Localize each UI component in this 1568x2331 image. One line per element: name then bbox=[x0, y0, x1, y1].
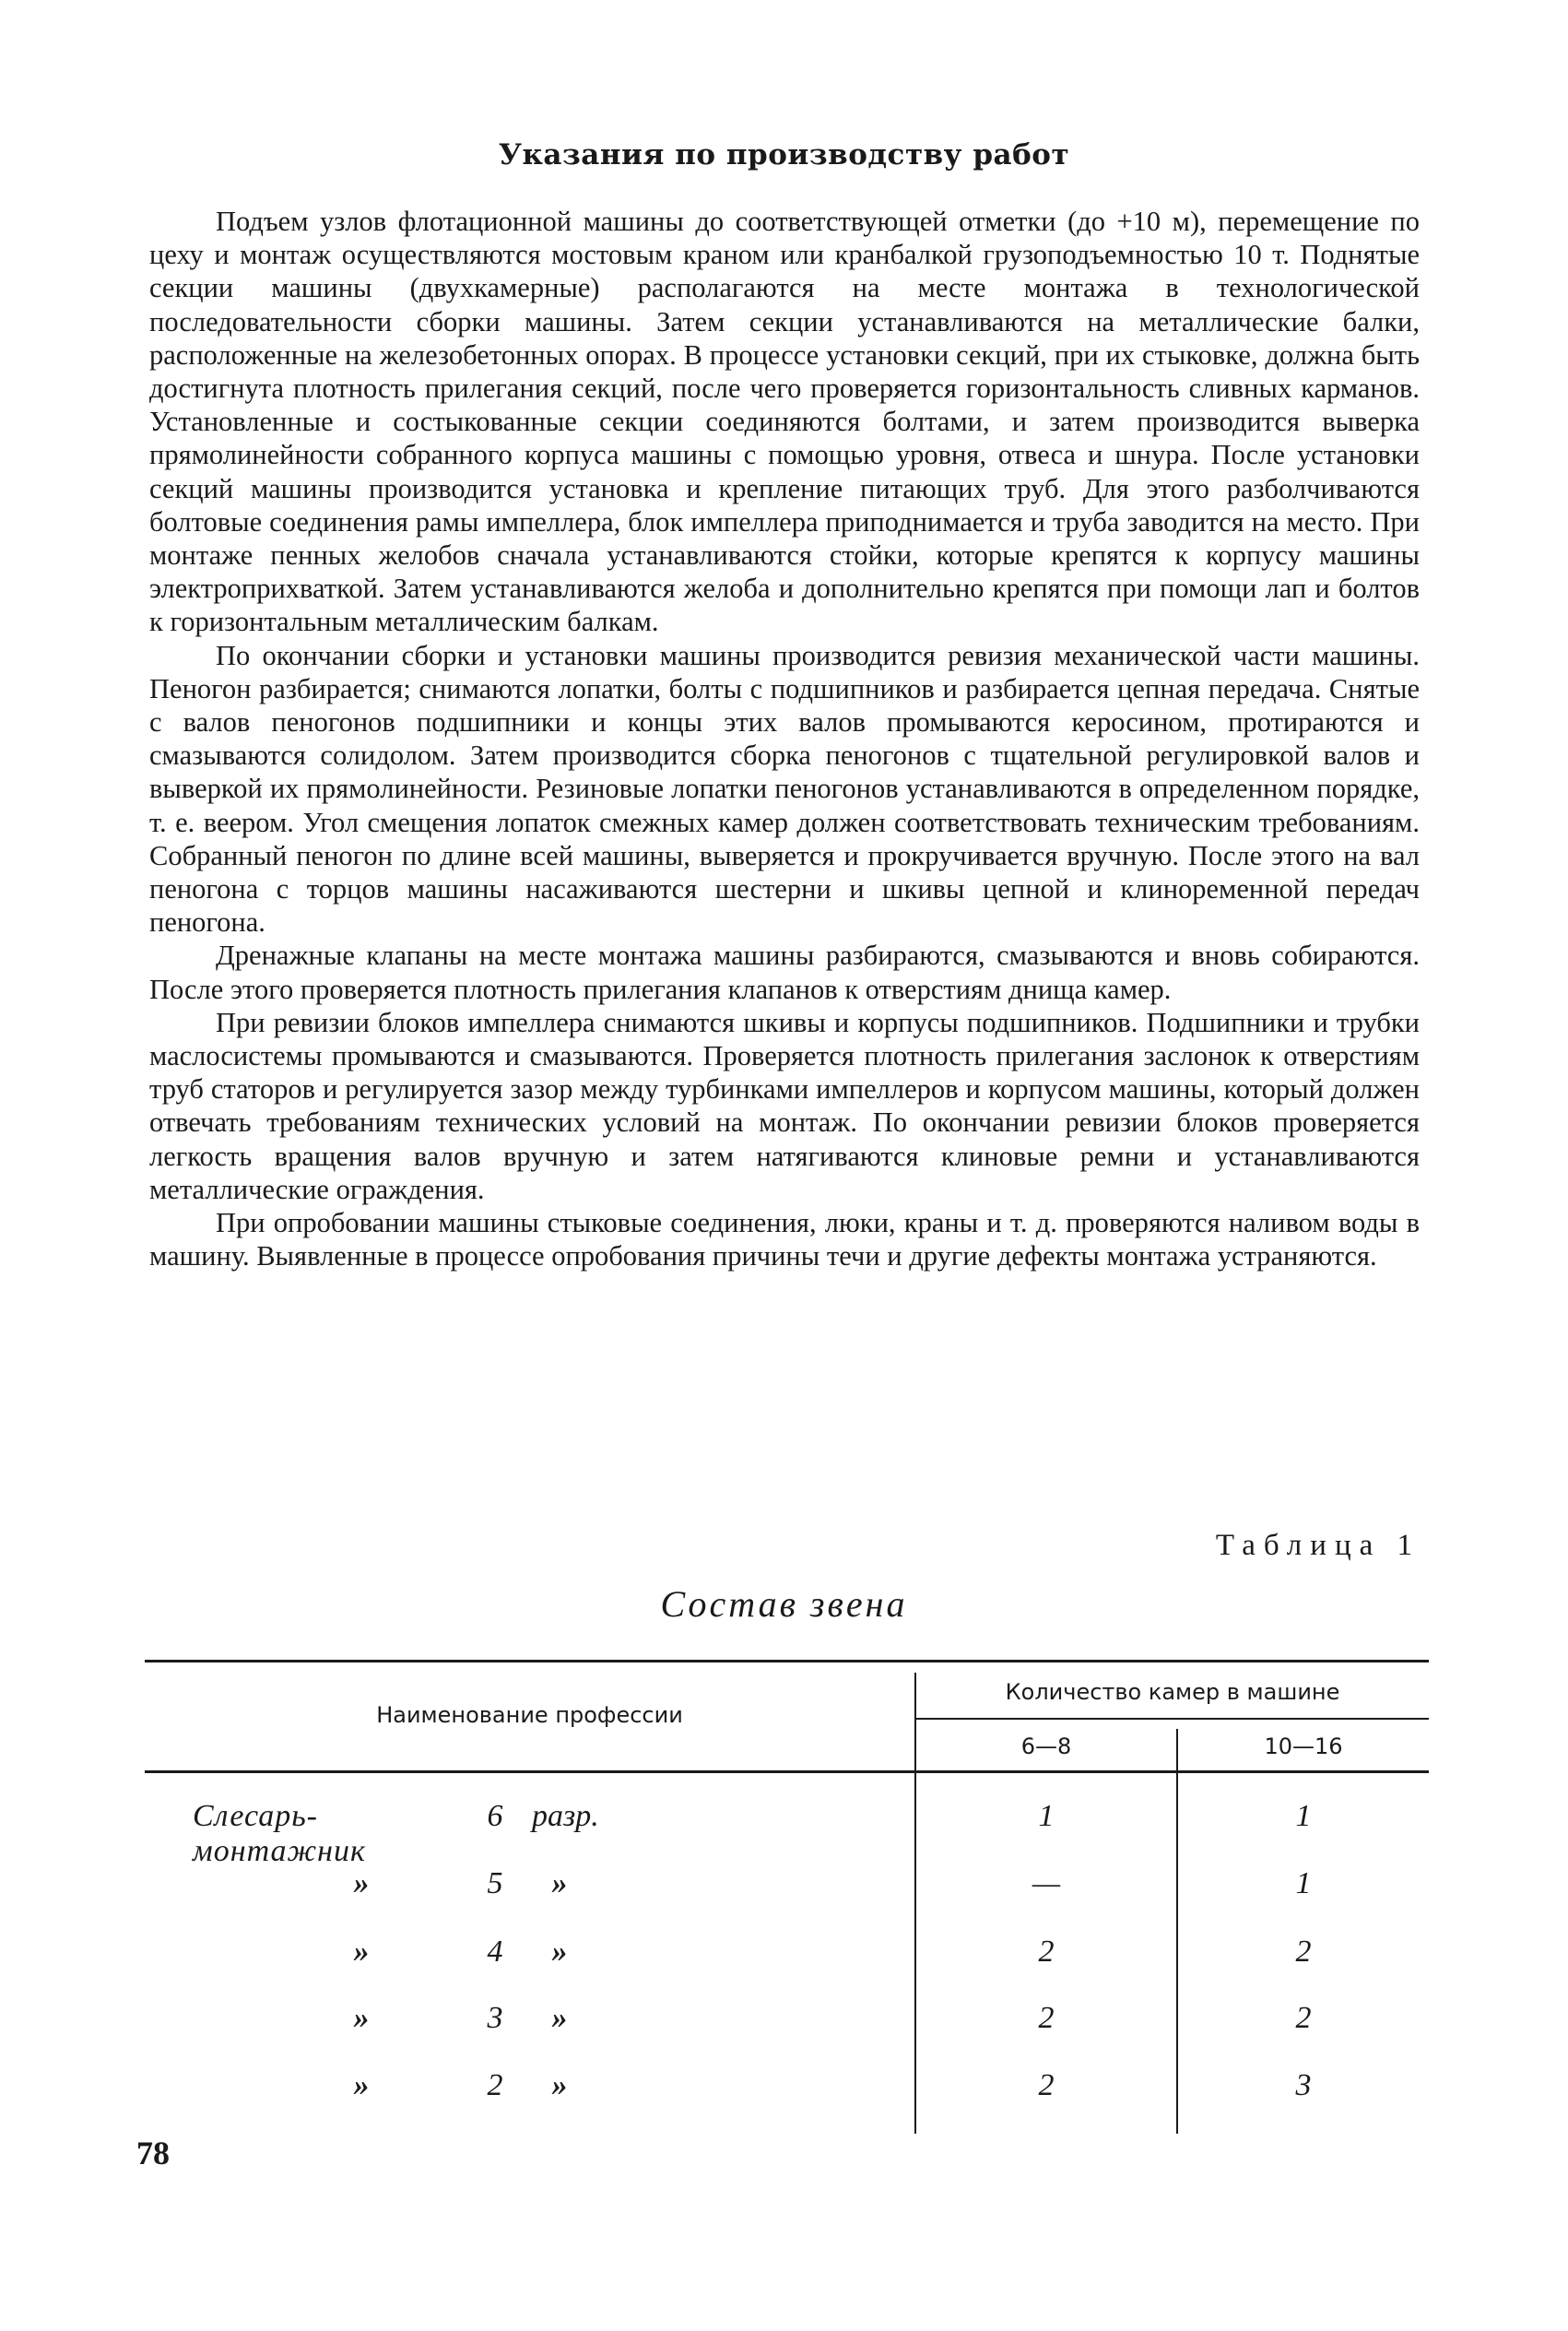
table-row-grade: 3 bbox=[487, 2001, 503, 2035]
table-row-grade: 5 bbox=[487, 1866, 503, 1900]
table-row-value-10-16: 1 bbox=[1295, 1799, 1312, 1833]
staff-table bbox=[145, 1660, 1429, 2139]
table-row-profession: » bbox=[353, 2001, 370, 2035]
table-row-unit: » bbox=[551, 1935, 568, 1969]
table-row-value-6-8: 2 bbox=[1038, 2001, 1055, 2035]
header-bottom-rule bbox=[145, 1770, 1429, 1773]
table-top-rule bbox=[145, 1660, 1429, 1662]
header-col-10-16: 10—16 bbox=[1264, 1733, 1343, 1759]
table-row-unit: » bbox=[551, 1866, 568, 1900]
paragraph: При ревизии блоков импеллера снимаются шкивы и корпусы подшипников. Подшипники и трубки маслосистемы промываются и смазываются. Проверяется плотность прилегания заслонок к отверстиям труб статоров и регулируется зазор между турбинками импеллеров и корпусом машины, который должен отвечать требованиям технических условий на монтаж. По окончании ревизии блоков проверяется легкость вращения валов вручную и затем натягиваются клиновые ремни и устанавливаются металлические ограждения. bbox=[149, 1006, 1420, 1205]
table-row-profession: » bbox=[353, 1935, 370, 1969]
paragraph: Подъем узлов флотационной машины до соответствующей отметки (до +10 м), перемещение по цеху и монтаж осуществляются мостовым краном или кранбалкой грузоподъемностью 10 т. Поднятые секции машины (двухкамерные) располагаются на месте монтажа в технологической последовательности сборки машины. Затем секции устанавливаются на металлические балки, расположенные на железобетонных опорах. В процессе установки секций, при их стыковке, должна быть достигнута плотность прилегания секций, после чего проверяется горизонтальность сливных карманов. Установленные и состыкованные секции соединяются болтами, и затем производится выверка прямолинейности собранного корпуса машины с помощью уровня, отвеса и шнура. После установки секций машины производится установка и крепление питающих труб. Для этого разболчиваются болтовые соединения рамы импеллера, блок импеллера приподнимается и труба заводится на место. При монтаже пенных желобов сначала устанавливаются стойки, которые крепятся к корпусу машины электроприхваткой. Затем устанавливаются желоба и дополнительно крепятся при помощи лап и болтов к горизонтальным металлическим балкам. bbox=[149, 206, 1420, 638]
page-number: 78 bbox=[136, 2135, 170, 2171]
table-row-value-6-8: 2 bbox=[1038, 1935, 1055, 1969]
table-row-value-10-16: 3 bbox=[1295, 2068, 1312, 2102]
table-row-value-10-16: 1 bbox=[1295, 1866, 1312, 1900]
header-profession: Наименование профессии bbox=[376, 1702, 683, 1728]
table-row-value-6-8: 2 bbox=[1038, 2068, 1055, 2102]
table-row-unit: » bbox=[551, 2068, 568, 2102]
paragraph: При опробовании машины стыковые соединения, люки, краны и т. д. проверяются наливом воды в машину. Выявленные в процессе опробования причины течи и другие дефекты монтажа устраняются. bbox=[149, 1207, 1420, 1272]
table-row-value-6-8: 1 bbox=[1038, 1799, 1055, 1833]
header-chambers-count: Количество камер в машине bbox=[1005, 1679, 1340, 1705]
table-row-grade: 6 bbox=[487, 1799, 503, 1833]
table-label: Таблица 1 bbox=[1215, 1529, 1421, 1562]
table-row-unit: » bbox=[551, 2001, 568, 2035]
table-row-profession: » bbox=[353, 1866, 370, 1900]
header-col-6-8: 6—8 bbox=[1020, 1733, 1072, 1759]
table-row-profession: Слесарь-монтажник bbox=[193, 1799, 366, 1868]
table-row-grade: 2 bbox=[487, 2068, 503, 2102]
paragraph: По окончании сборки и установки машины производится ревизия механической части машины. Пеногон разбирается; снимаются лопатки, болты с подшипников и разбирается цепная передача. Снятые с валов пеногонов подшипники и концы этих валов промываются керосином, протираются и смазываются солидолом. Затем производится сборка пеногонов с тщательной регулировкой валов и выверкой их прямолинейности. Резиновые лопатки пеногонов устанавливаются в определенном порядке, т. е. веером. Угол смещения лопаток смежных камер должен соответствовать техническим требованиям. Собранный пеногон по длине всей машины, выверяется и прокручивается вручную. После этого на вал пеногона с торцов машины насаживаются шестерни и шкивы цепной и клиноременной передач пеногона. bbox=[149, 639, 1420, 939]
table-row-value-6-8: — bbox=[1032, 1866, 1061, 1900]
body-text bbox=[149, 205, 1420, 1273]
table-row-grade: 4 bbox=[487, 1935, 503, 1969]
paragraph: Дренажные клапаны на месте монтажа машины разбираются, смазываются и вновь собираются. После этого проверяется плотность прилегания клапанов к отверстиям днища камер. bbox=[149, 940, 1420, 1005]
header-group-rule bbox=[914, 1718, 1429, 1720]
table-row-unit: разр. bbox=[532, 1799, 599, 1833]
section-heading: Указания по производству работ bbox=[498, 138, 1070, 172]
table-row-value-10-16: 2 bbox=[1295, 2001, 1312, 2035]
table-row-value-10-16: 2 bbox=[1295, 1935, 1312, 1969]
table-title: Состав звена bbox=[660, 1583, 908, 1625]
table-row-profession: » bbox=[353, 2068, 370, 2102]
